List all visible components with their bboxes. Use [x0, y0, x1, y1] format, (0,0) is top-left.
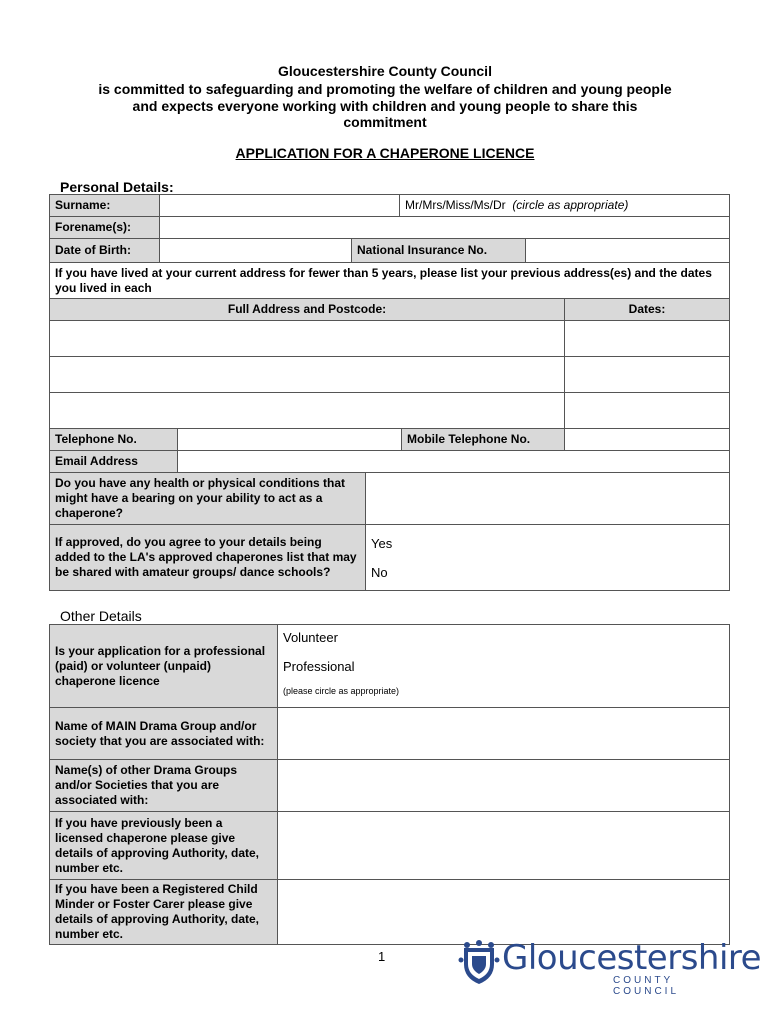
- volunteer-option[interactable]: Volunteer: [283, 630, 338, 645]
- email-label: Email Address: [50, 451, 178, 473]
- childminder-label: If you have been a Registered Child Minder or Foster Carer please give details of approving Authority, date, number etc.: [50, 880, 278, 945]
- other-details-title-b: etails: [109, 608, 142, 624]
- other-details-title-a: Other D: [60, 608, 110, 624]
- header-line-4: commitment: [343, 114, 427, 130]
- dates-field-1[interactable]: [565, 321, 730, 357]
- phone-table: [49, 428, 730, 473]
- yes-option[interactable]: Yes: [371, 535, 393, 551]
- dob-field[interactable]: [160, 239, 352, 263]
- title-options[interactable]: [400, 195, 730, 217]
- personal-details-title: Personal Details:: [60, 179, 174, 195]
- page-number: 1: [378, 949, 386, 964]
- previous-licence-label: If you have previously been a licensed chaperone please give details of approving Authority, date, number etc.: [50, 812, 278, 880]
- no-option[interactable]: No: [371, 564, 388, 580]
- health-answer-field[interactable]: [366, 473, 730, 525]
- personal-details-table: [49, 194, 730, 239]
- licence-question: Is your application for a professional (paid) or volunteer (unpaid) chaperone licence: [50, 625, 278, 708]
- surname-label: Surname:: [50, 195, 160, 217]
- forenames-label: Forename(s):: [50, 217, 160, 239]
- previous-address-note: If you have lived at your current address for fewer than 5 years, please list your previous address(es) and the dates you lived in each: [50, 263, 730, 299]
- council-logo: [458, 938, 762, 997]
- dob-ni-table: [49, 238, 730, 299]
- health-question: Do you have any health or physical conditions that might have a bearing on your ability to act as a chaperone?: [50, 473, 366, 525]
- dates-field-2[interactable]: [565, 357, 730, 393]
- circle-hint: (please circle as appropriate): [283, 686, 400, 696]
- title-options-text: Mr/Mrs/Miss/Ms/Dr: [405, 198, 506, 212]
- address-table: [49, 298, 730, 429]
- agree-answer: [366, 525, 730, 591]
- address-field-1[interactable]: [50, 321, 565, 357]
- header-line-3: and expects everyone working with children and young people to share this: [132, 98, 638, 114]
- crest-icon: [458, 940, 500, 986]
- licence-answer: [278, 625, 730, 708]
- main-group-field[interactable]: [278, 708, 730, 760]
- telephone-field[interactable]: [178, 429, 402, 451]
- forenames-field[interactable]: [160, 217, 730, 239]
- other-details-table: [49, 624, 730, 945]
- title-hint: (circle as appropriate): [512, 198, 629, 212]
- form-title: APPLICATION FOR A CHAPERONE LICENCE: [235, 145, 535, 161]
- mobile-label: Mobile Telephone No.: [402, 429, 565, 451]
- dates-header: Dates:: [565, 299, 730, 321]
- ni-field[interactable]: [526, 239, 730, 263]
- logo-wordmark: Gloucestershire: [502, 938, 762, 978]
- health-table: [49, 472, 730, 591]
- surname-field[interactable]: [160, 195, 400, 217]
- header-line-2: is committed to safeguarding and promoting the welfare of children and young people: [98, 81, 672, 97]
- mobile-field[interactable]: [565, 429, 730, 451]
- header-line-1: Gloucestershire County Council: [278, 63, 492, 79]
- ni-label: National Insurance No.: [352, 239, 526, 263]
- address-field-3[interactable]: [50, 393, 565, 429]
- other-details-title: [60, 608, 142, 624]
- agree-question: If approved, do you agree to your details being added to the LA's approved chaperones list that may be shared with amateur groups/ dance schools?: [50, 525, 366, 591]
- logo-subtitle: COUNTY COUNCIL: [613, 975, 680, 997]
- email-field[interactable]: [178, 451, 730, 473]
- dob-label: Date of Birth:: [50, 239, 160, 263]
- main-group-label: Name of MAIN Drama Group and/or society that you are associated with:: [50, 708, 278, 760]
- telephone-label: Telephone No.: [50, 429, 178, 451]
- address-header: Full Address and Postcode:: [50, 299, 565, 321]
- address-field-2[interactable]: [50, 357, 565, 393]
- other-groups-field[interactable]: [278, 760, 730, 812]
- professional-option[interactable]: Professional: [283, 659, 355, 674]
- other-groups-label: Name(s) of other Drama Groups and/or Societies that you are associated with:: [50, 760, 278, 812]
- previous-licence-field[interactable]: [278, 812, 730, 880]
- childminder-field[interactable]: [278, 880, 730, 945]
- dates-field-3[interactable]: [565, 393, 730, 429]
